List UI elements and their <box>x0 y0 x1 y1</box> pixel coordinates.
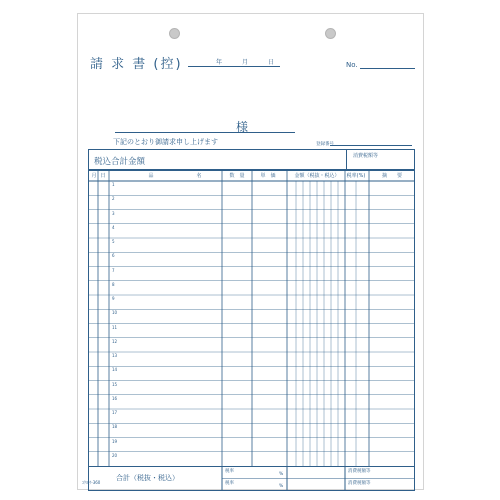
header-item-b: 名 <box>196 173 202 179</box>
invoice-title: 請 求 書 (控) <box>90 57 183 72</box>
header-day: 日 <box>100 173 106 179</box>
row-number: 1 <box>112 182 115 187</box>
number-label: No. <box>346 61 358 69</box>
footer-tax-amount-label-2: 消費税額等 <box>348 481 371 486</box>
header-amount: 金額（税抜・税込） <box>294 173 340 179</box>
row-number: 9 <box>112 296 115 301</box>
row-number: 7 <box>112 267 115 273</box>
total-amount-label: 税込合計金額 <box>94 157 146 167</box>
header-unit-price: 単 価 <box>260 173 276 179</box>
row-number: 18 <box>112 424 118 430</box>
header-tax-rate: 税率(%) <box>346 173 366 179</box>
registration-label: 登録番号 <box>316 142 334 147</box>
date-month-label: 月 <box>242 59 249 66</box>
row-number: 2 <box>112 196 115 202</box>
header-item-a: 品 <box>148 173 154 179</box>
recipient-underline <box>115 132 295 133</box>
footer-rate-label-2: 税率 <box>225 481 234 486</box>
row-number: 11 <box>112 324 118 330</box>
footer-total-label: 合計（税抜・税込） <box>116 474 179 482</box>
row-number: 8 <box>112 281 115 287</box>
date-day-label: 日 <box>268 59 275 66</box>
row-number: 5 <box>112 239 115 244</box>
number-underline <box>360 68 415 69</box>
row-number: 13 <box>112 353 118 358</box>
row-number: 20 <box>112 452 118 458</box>
row-number: 3 <box>112 210 115 216</box>
row-number: 17 <box>112 410 118 415</box>
line-items-table <box>88 169 415 466</box>
row-number: 15 <box>112 381 118 387</box>
tax-amount-cell <box>346 150 416 170</box>
intro-text: 下記のとおり御請求申し上げます <box>113 138 218 146</box>
product-code: ｺｸﾖ ｳ-360 <box>82 480 101 485</box>
row-number: 16 <box>112 395 118 401</box>
row-number: 10 <box>112 310 118 316</box>
binder-hole-left <box>169 28 180 39</box>
footer-tax-amount-label-1: 消費税額等 <box>348 469 371 474</box>
footer-rate-label-1: 税率 <box>225 469 234 474</box>
header-quantity: 数 量 <box>229 173 245 179</box>
row-number: 14 <box>112 367 118 373</box>
totals-footer <box>88 466 415 491</box>
header-month: 月 <box>91 173 97 179</box>
invoice-sheet <box>77 13 424 490</box>
footer-percent-2: % <box>279 484 284 489</box>
date-underline <box>188 66 280 67</box>
row-number: 19 <box>112 438 118 444</box>
binder-hole-right <box>325 28 336 39</box>
recipient-honorific: 様 <box>236 120 249 134</box>
row-number: 12 <box>112 338 118 344</box>
date-year-label: 年 <box>216 59 223 66</box>
row-number: 6 <box>112 253 115 259</box>
total-amount-box <box>88 149 415 171</box>
row-number: 4 <box>112 224 115 230</box>
registration-underline <box>330 145 412 146</box>
header-note: 摘 要 <box>381 173 402 179</box>
footer-percent-1: % <box>279 472 284 477</box>
tax-amount-label: 消費税額等 <box>353 153 379 159</box>
table-grid-lines <box>88 169 415 466</box>
